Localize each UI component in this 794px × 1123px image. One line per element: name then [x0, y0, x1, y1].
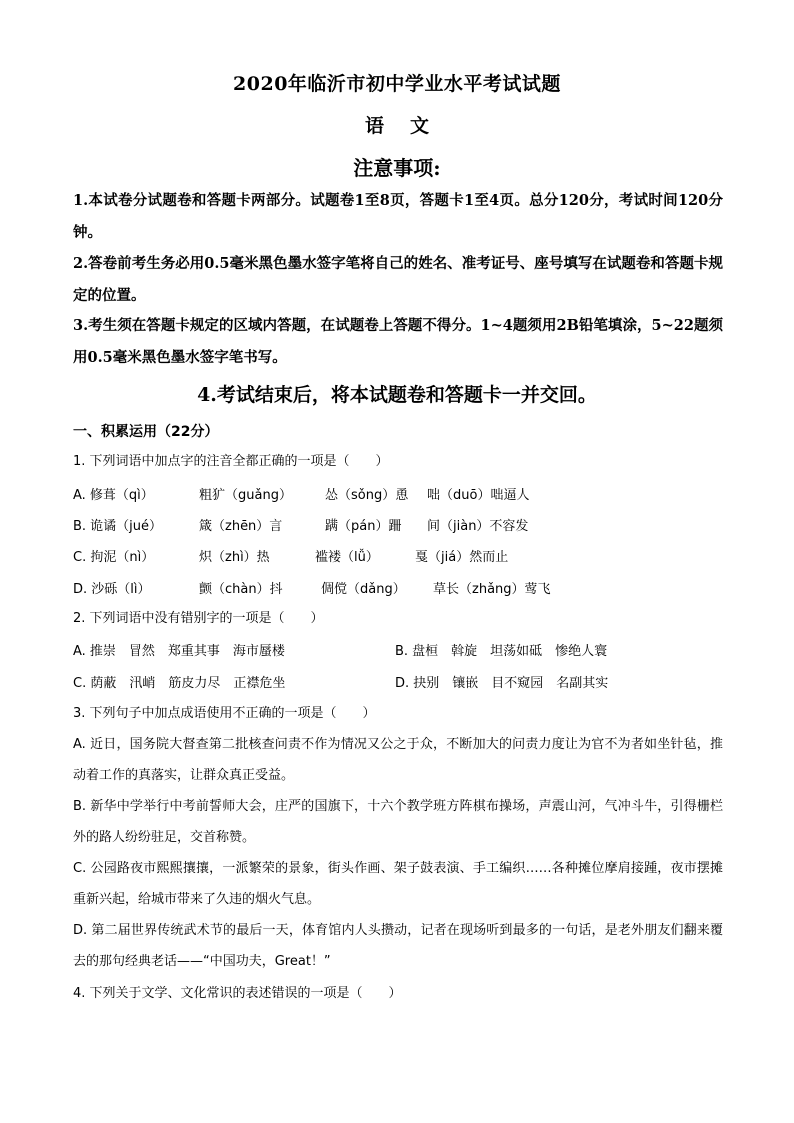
question-3-option-b: B. 新华中学举行中考前誓师大会，庄严的国旗下，十六个教学班方阵棋布操场，声震山河，气冲斗牛，引得栅栏外的路人纷纷驻足，交首称赞。: [73, 799, 723, 845]
question-3-stem: 3. 下列句子中加点成语使用不正确的一项是（ ）: [73, 706, 376, 721]
question-3-option-d: D. 第二届世界传统武术节的最后一天，体育馆内人头攒动，记者在现场听到最多的一句话，是老外朋友们翻来覆去的那句经典老话——“中国功夫，Great！”: [73, 923, 723, 969]
notice-item-1: 1.本试卷分试题卷和答题卡两部分。试题卷1至8页，答题卡1至4页。总分120分，考试时间120分钟。: [73, 192, 723, 241]
option-term: D. 沙砾（lì）: [73, 582, 151, 597]
exam-title: 2020年临沂市初中学业水平考试试题: [233, 73, 561, 95]
option-term: 间（jiàn）不容发: [427, 519, 529, 534]
notice-item-3: 3.考生须在答题卡规定的区域内答题，在试题卷上答题不得分。1~4题须用2B铅笔填涂，5~22题须用0.5毫米黑色墨水签字笔书写。: [73, 317, 723, 366]
question-3-option-c: C. 公园路夜市熙熙攘攘，一派繁荣的景象，街头作画、架子鼓表演、手工编织……各种摊位摩肩接踵，夜市摆摊重新兴起，给城市带来了久违的烟火气息。: [73, 861, 723, 907]
question-2-option-d: D. 抉别 镶嵌 目不窥园 名副其实: [395, 676, 609, 691]
question-4-stem: 4. 下列关于文学、文化常识的表述错误的一项是（ ）: [73, 986, 402, 1001]
notice-item-2: 2.答卷前考生务必用0.5毫米黑色墨水签字笔将自己的姓名、准考证号、座号填写在试题卷和答题卡规定的位置。: [73, 255, 723, 304]
option-term: 颤（chàn）抖: [199, 582, 283, 597]
option-term: 怂（sǒng）恿: [325, 488, 409, 503]
question-2-option-c: C. 荫蔽 汛峭 筋皮力尽 正襟危坐: [73, 676, 286, 691]
option-term: B. 诡谲（jué）: [73, 519, 163, 534]
section-heading: 一、积累运用（22分）: [73, 424, 219, 440]
option-term: 咄（duō）咄逼人: [427, 488, 530, 503]
option-term: 倜傥（dǎng）: [321, 582, 406, 597]
option-term: 粗犷（guǎng）: [199, 488, 292, 503]
option-term: 蹒（pán）跚: [325, 519, 402, 534]
question-2-stem: 2. 下列词语中没有错别字的一项是（ ）: [73, 611, 324, 626]
question-2-option-a: A. 推崇 冒然 郑重其事 海市蜃楼: [73, 644, 285, 659]
option-term: 草长（zhǎng）莺飞: [433, 582, 551, 597]
notice-heading: 注意事项:: [353, 156, 441, 180]
question-3-option-a: A. 近日，国务院大督查第二批核查问责不作为情况又公之于众，不断加大的问责力度让为官不为者如坐针毡，推动着工作的真落实，让群众真正受益。: [73, 737, 723, 783]
option-term: 褴褛（lǚ）: [315, 550, 379, 565]
question-1-stem: 1. 下列词语中加点字的注音全都正确的一项是（ ）: [73, 454, 389, 469]
notice-item-4: 4.考试结束后，将本试题卷和答题卡一并交回。: [197, 384, 597, 406]
option-term: 炽（zhì）热: [199, 550, 270, 565]
question-2-option-b: B. 盘桓 斡旋 坦荡如砥 惨绝人寰: [395, 644, 608, 659]
option-term: C. 拘泥（nì）: [73, 550, 155, 565]
subject-title: 语文: [364, 115, 455, 137]
option-term: 箴（zhēn）言: [199, 519, 283, 534]
option-term: A. 修葺（qì）: [73, 488, 154, 503]
option-term: 戛（jiá）然而止: [415, 550, 509, 565]
